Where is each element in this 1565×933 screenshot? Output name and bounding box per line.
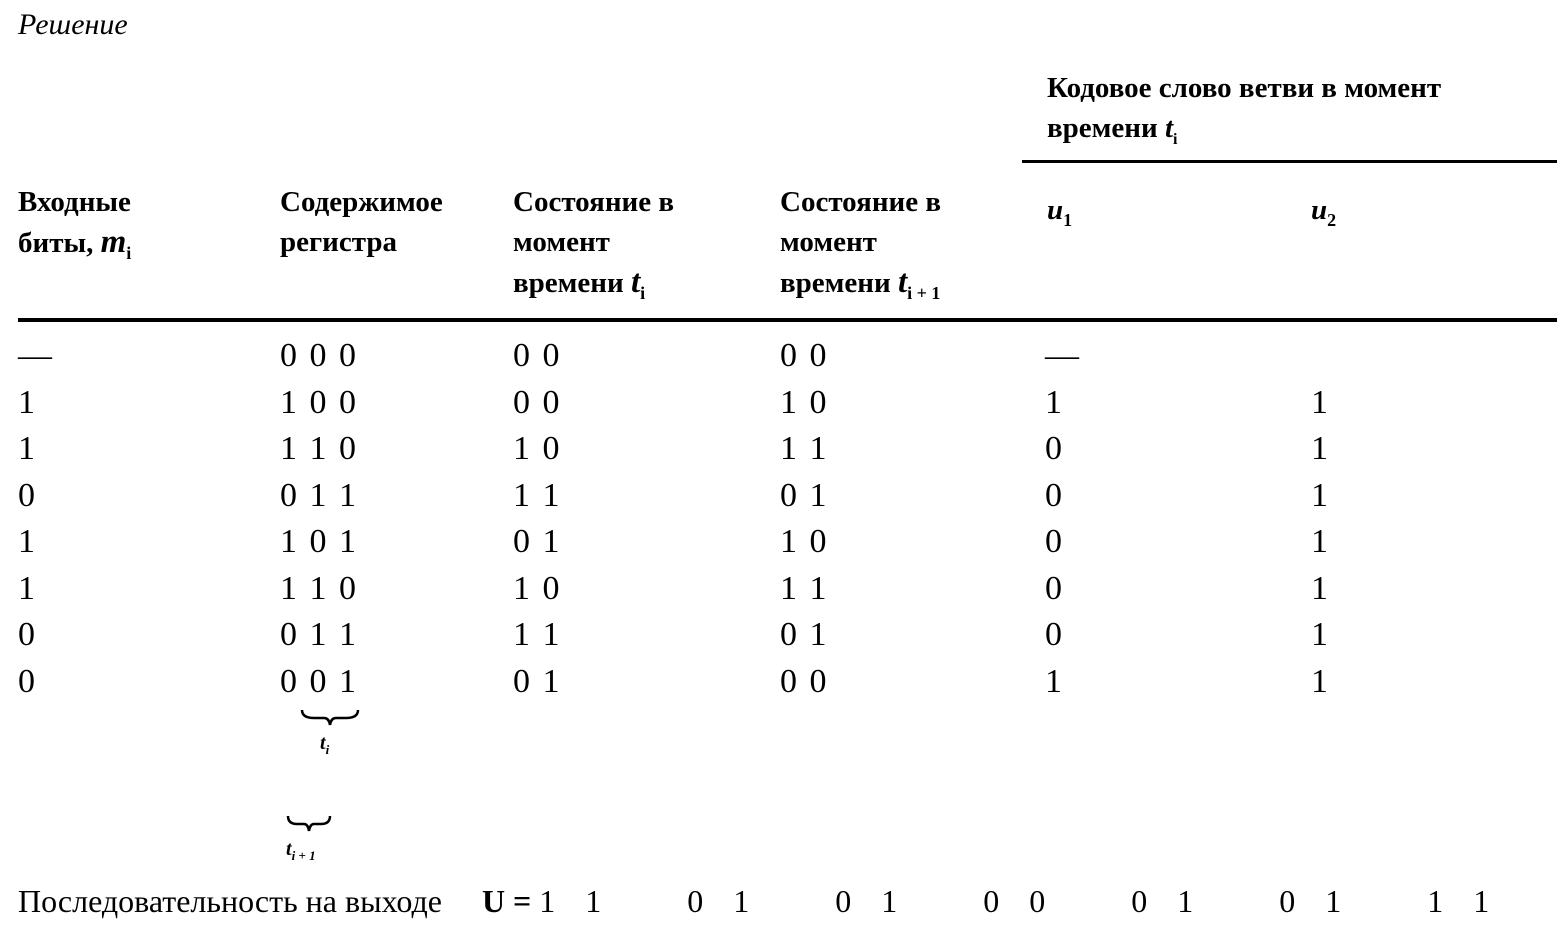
col-register-line1: Содержимое (280, 186, 443, 218)
col-state-ti1-line2: момент (780, 226, 877, 258)
cell-state-ti: 1 1 (513, 616, 562, 653)
codeword-group-line1: Кодовое слово ветви в момент (1047, 72, 1442, 104)
cell-u1: 0 (1045, 569, 1064, 607)
codeword-group-sub: i (1173, 130, 1178, 148)
cell-u2: 1 (1311, 476, 1330, 514)
codeword-group-word: времени (1047, 112, 1158, 144)
output-sequence-line (18, 883, 1491, 920)
cell-state-ti: 1 1 (513, 476, 562, 514)
col-register-line2: регистра (280, 226, 397, 258)
cell-input: — (18, 337, 54, 374)
cell-u1: 1 (1045, 383, 1064, 421)
col-u1-sub: 1 (1063, 209, 1073, 230)
col-register-header (280, 182, 443, 262)
col-input-line1: Входные (18, 186, 131, 218)
col-u2-var: u (1311, 194, 1328, 226)
cell-u1: — (1045, 337, 1081, 374)
col-input-var: m (100, 224, 127, 260)
codeword-group-line2 (1047, 108, 1441, 160)
col-state-ti-line3: времени (513, 267, 624, 299)
col-state-ti1-var: t (897, 264, 908, 300)
cell-register: 0 1 1 (280, 476, 358, 514)
cell-input: 1 (18, 383, 37, 421)
cell-state-ti: 0 1 (513, 523, 562, 560)
cell-state-ti: 0 0 (513, 383, 562, 421)
brace-ti1-var: t (286, 838, 292, 860)
cell-register: 1 0 0 (280, 383, 358, 421)
col-state-ti-header (513, 182, 674, 313)
brace-ti-label (320, 732, 329, 758)
col-state-ti-line1: Состояние в (513, 186, 675, 218)
cell-u2: 1 (1311, 569, 1330, 607)
cell-u2: 1 (1311, 662, 1330, 700)
col-input-sub: i (126, 242, 132, 263)
cell-register: 1 1 0 (280, 569, 358, 607)
cell-u1: 0 (1045, 523, 1064, 560)
cell-register: 0 0 0 (280, 337, 358, 374)
col-state-ti-line2: момент (513, 226, 610, 258)
col-state-ti1-line3: времени (780, 267, 891, 299)
cell-u2: 1 (1311, 523, 1330, 560)
cell-u2: 1 (1311, 383, 1330, 421)
header-bottom-rule (18, 318, 1557, 322)
col-u2-header (1311, 190, 1336, 240)
cell-state-ti: 1 0 (513, 430, 562, 467)
cell-input: 0 (18, 476, 37, 514)
cell-u2: 1 (1311, 616, 1330, 653)
cell-state-ti1: 1 0 (780, 383, 829, 421)
cell-input: 0 (18, 616, 37, 653)
cell-state-ti: 0 0 (513, 337, 562, 374)
col-u2-sub: 2 (1327, 209, 1337, 230)
col-input-line2: биты, (18, 227, 94, 259)
brace-ti1-label (286, 838, 316, 864)
brace-ti-var: t (320, 732, 326, 754)
output-sequence-value: 1 1 0 1 0 1 0 0 0 1 0 1 1 1 (539, 883, 1492, 919)
brace-ti1-sub: i + 1 (291, 848, 316, 863)
codeword-group-header (1047, 68, 1441, 160)
cell-register: 0 0 1 (280, 662, 358, 700)
col-state-ti1-sub: i + 1 (907, 282, 941, 303)
col-state-ti-var: t (630, 264, 641, 300)
cell-state-ti1: 0 1 (780, 616, 829, 653)
cell-register: 1 1 0 (280, 430, 358, 467)
output-u-label: U = (481, 883, 540, 919)
brace-ti (300, 708, 360, 728)
cell-state-ti1: 0 0 (780, 337, 829, 374)
cell-state-ti: 0 1 (513, 662, 562, 700)
col-state-ti1-header (780, 182, 941, 313)
cell-input: 1 (18, 569, 37, 607)
cell-state-ti1: 0 1 (780, 476, 829, 514)
cell-register: 1 0 1 (280, 523, 358, 560)
col-state-ti-sub: i (640, 282, 646, 303)
cell-u1: 0 (1045, 616, 1064, 653)
solution-title: Решение (18, 8, 128, 41)
cell-u1: 1 (1045, 662, 1064, 700)
brace-ti1 (286, 814, 332, 834)
cell-state-ti1: 1 1 (780, 430, 829, 467)
cell-u1: 0 (1045, 476, 1064, 514)
cell-input: 0 (18, 662, 37, 700)
col-u1-var: u (1047, 194, 1064, 226)
col-u1-header (1047, 190, 1072, 240)
cell-input: 1 (18, 523, 37, 560)
cell-state-ti1: 1 0 (780, 523, 829, 560)
output-sequence-label: Последовательность на выходе (18, 883, 442, 919)
cell-register: 0 1 1 (280, 616, 358, 653)
cell-state-ti: 1 0 (513, 569, 562, 607)
cell-input: 1 (18, 430, 37, 467)
cell-u1: 0 (1045, 430, 1064, 467)
brace-ti-sub: i (325, 742, 330, 757)
col-input-header (18, 182, 131, 273)
cell-state-ti1: 1 1 (780, 569, 829, 607)
col-state-ti1-line1: Состояние в (780, 186, 942, 218)
cell-state-ti1: 0 0 (780, 662, 829, 700)
group-header-rule (1022, 160, 1557, 163)
cell-u2: 1 (1311, 430, 1330, 467)
codeword-group-var: t (1164, 112, 1174, 144)
